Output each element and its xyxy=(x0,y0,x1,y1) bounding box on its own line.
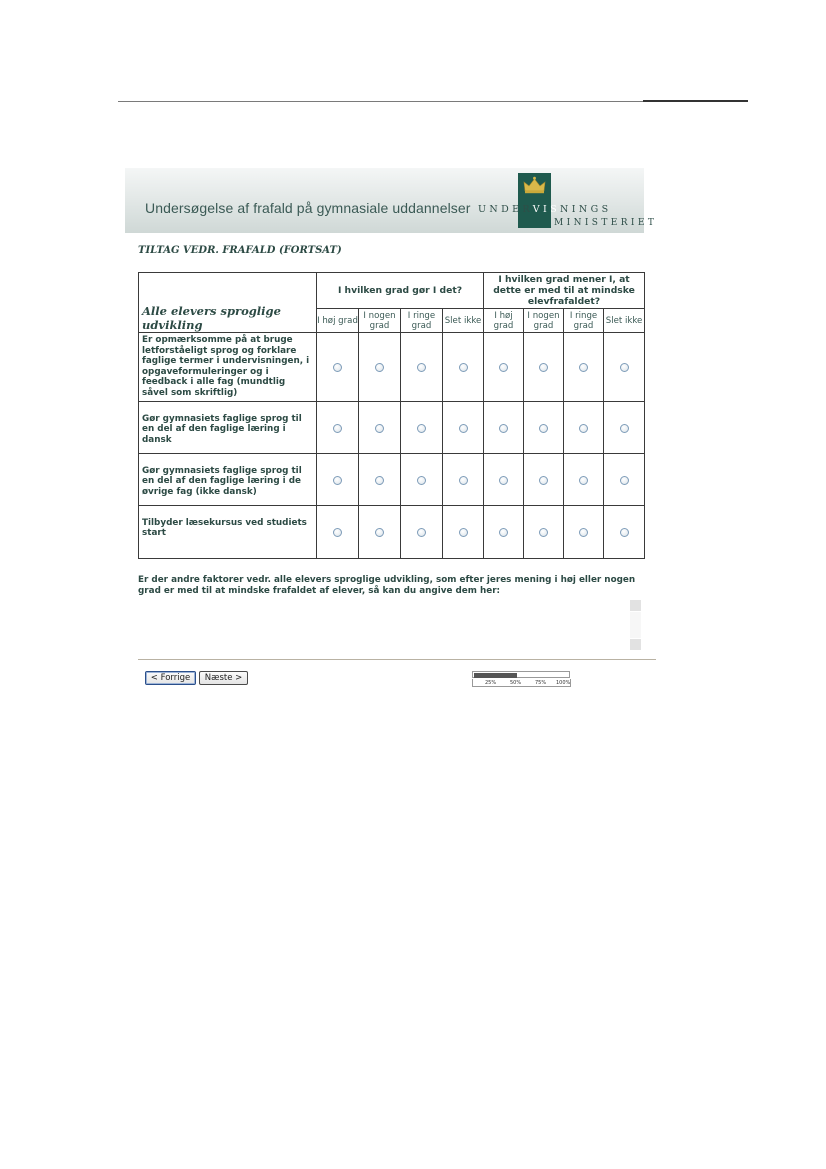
radio-button[interactable] xyxy=(417,476,426,485)
radio-button[interactable] xyxy=(417,424,426,433)
col-header: I høj grad xyxy=(317,309,359,333)
row-label: Tilbyder læsekursus ved studiets start xyxy=(139,505,317,558)
section-title: TILTAG VEDR. FRAFALD (FORTSAT) xyxy=(138,245,342,256)
previous-button[interactable]: < Forrige xyxy=(145,671,196,685)
ministry-logo-line1 xyxy=(478,204,612,215)
radio-button[interactable] xyxy=(333,424,342,433)
radio-button[interactable] xyxy=(579,363,588,372)
radio-button[interactable] xyxy=(539,363,548,372)
radio-button[interactable] xyxy=(375,363,384,372)
radio-button[interactable] xyxy=(459,363,468,372)
radio-button[interactable] xyxy=(459,476,468,485)
progress-tick-label: 50% xyxy=(510,680,522,686)
scrollbar-track[interactable] xyxy=(630,612,641,638)
ministry-crest-block xyxy=(518,173,551,228)
col-header: I ringe grad xyxy=(564,309,604,333)
nav-divider xyxy=(138,659,656,660)
row-label: Er opmærksomme på at bruge letforståeligt sprog og forklare faglige termer i undervisningen, i opgaveformuleringer og i feedback i alle fag (mundtlig såvel som skriftlig) xyxy=(139,333,317,402)
radio-button[interactable] xyxy=(620,424,629,433)
radio-button[interactable] xyxy=(539,528,548,537)
col-header: I nogen grad xyxy=(524,309,564,333)
table-row xyxy=(139,505,645,558)
radio-button[interactable] xyxy=(579,476,588,485)
col-header: I nogen grad xyxy=(359,309,401,333)
radio-button[interactable] xyxy=(333,476,342,485)
topic-heading: Alle elevers sproglige udvikling xyxy=(139,273,317,333)
radio-button[interactable] xyxy=(620,476,629,485)
page-top-rule-accent xyxy=(643,100,748,102)
radio-button[interactable] xyxy=(579,424,588,433)
radio-button[interactable] xyxy=(539,476,548,485)
survey-banner xyxy=(125,168,658,233)
radio-button[interactable] xyxy=(375,528,384,537)
table-row xyxy=(139,333,645,402)
radio-button[interactable] xyxy=(499,424,508,433)
radio-button[interactable] xyxy=(499,476,508,485)
logo-part-vis: VIS xyxy=(532,204,561,215)
open-question-text: Er der andre faktorer vedr. alle elevers sproglige udvikling, som efter jeres mening i høj eller nogen grad er med til at mindske frafaldet af elever, så kan du angive dem her: xyxy=(138,575,636,596)
progress-tick-label: 25% xyxy=(485,680,497,686)
table-row xyxy=(139,401,645,453)
progress-tick-label: 75% xyxy=(535,680,547,686)
logo-part-under: UNDER xyxy=(478,204,533,215)
col-header: Slet ikke xyxy=(604,309,645,333)
survey-matrix xyxy=(138,272,645,559)
progress-tick-label: 100% xyxy=(556,680,571,686)
row-label: Gør gymnasiets faglige sprog til en del af den faglige læring i de øvrige fag (ikke dansk) xyxy=(139,453,317,505)
group-heading-do: I hvilken grad gør I det? xyxy=(317,273,484,309)
col-header: Slet ikke xyxy=(443,309,484,333)
radio-button[interactable] xyxy=(375,424,384,433)
crown-icon xyxy=(522,176,547,194)
radio-button[interactable] xyxy=(620,528,629,537)
progress-ticks xyxy=(472,679,571,687)
radio-button[interactable] xyxy=(417,363,426,372)
radio-button[interactable] xyxy=(620,363,629,372)
row-label: Gør gymnasiets faglige sprog til en del af den faglige læring i dansk xyxy=(139,401,317,453)
radio-button[interactable] xyxy=(417,528,426,537)
col-header: I høj grad xyxy=(484,309,524,333)
progress-track xyxy=(472,671,570,678)
banner-title: Undersøgelse af frafald på gymnasiale uddannelser xyxy=(145,200,471,216)
next-button[interactable]: Næste > xyxy=(199,671,248,685)
progress-bar xyxy=(472,671,571,687)
radio-button[interactable] xyxy=(499,363,508,372)
scroll-up-button[interactable] xyxy=(630,600,641,611)
radio-button[interactable] xyxy=(333,363,342,372)
radio-button[interactable] xyxy=(579,528,588,537)
group-heading-effect: I hvilken grad mener I, at dette er med til at mindske elevfrafaldet? xyxy=(484,273,645,309)
radio-button[interactable] xyxy=(333,528,342,537)
radio-button[interactable] xyxy=(375,476,384,485)
ministry-logo-line2: MINISTERIET xyxy=(554,218,658,228)
progress-fill xyxy=(474,673,517,678)
scroll-down-button[interactable] xyxy=(630,639,641,650)
radio-button[interactable] xyxy=(499,528,508,537)
radio-button[interactable] xyxy=(539,424,548,433)
logo-part-nings: NINGS xyxy=(560,204,612,215)
radio-button[interactable] xyxy=(459,528,468,537)
open-answer-textarea[interactable] xyxy=(138,598,641,653)
table-row xyxy=(139,453,645,505)
radio-button[interactable] xyxy=(459,424,468,433)
col-header: I ringe grad xyxy=(401,309,443,333)
